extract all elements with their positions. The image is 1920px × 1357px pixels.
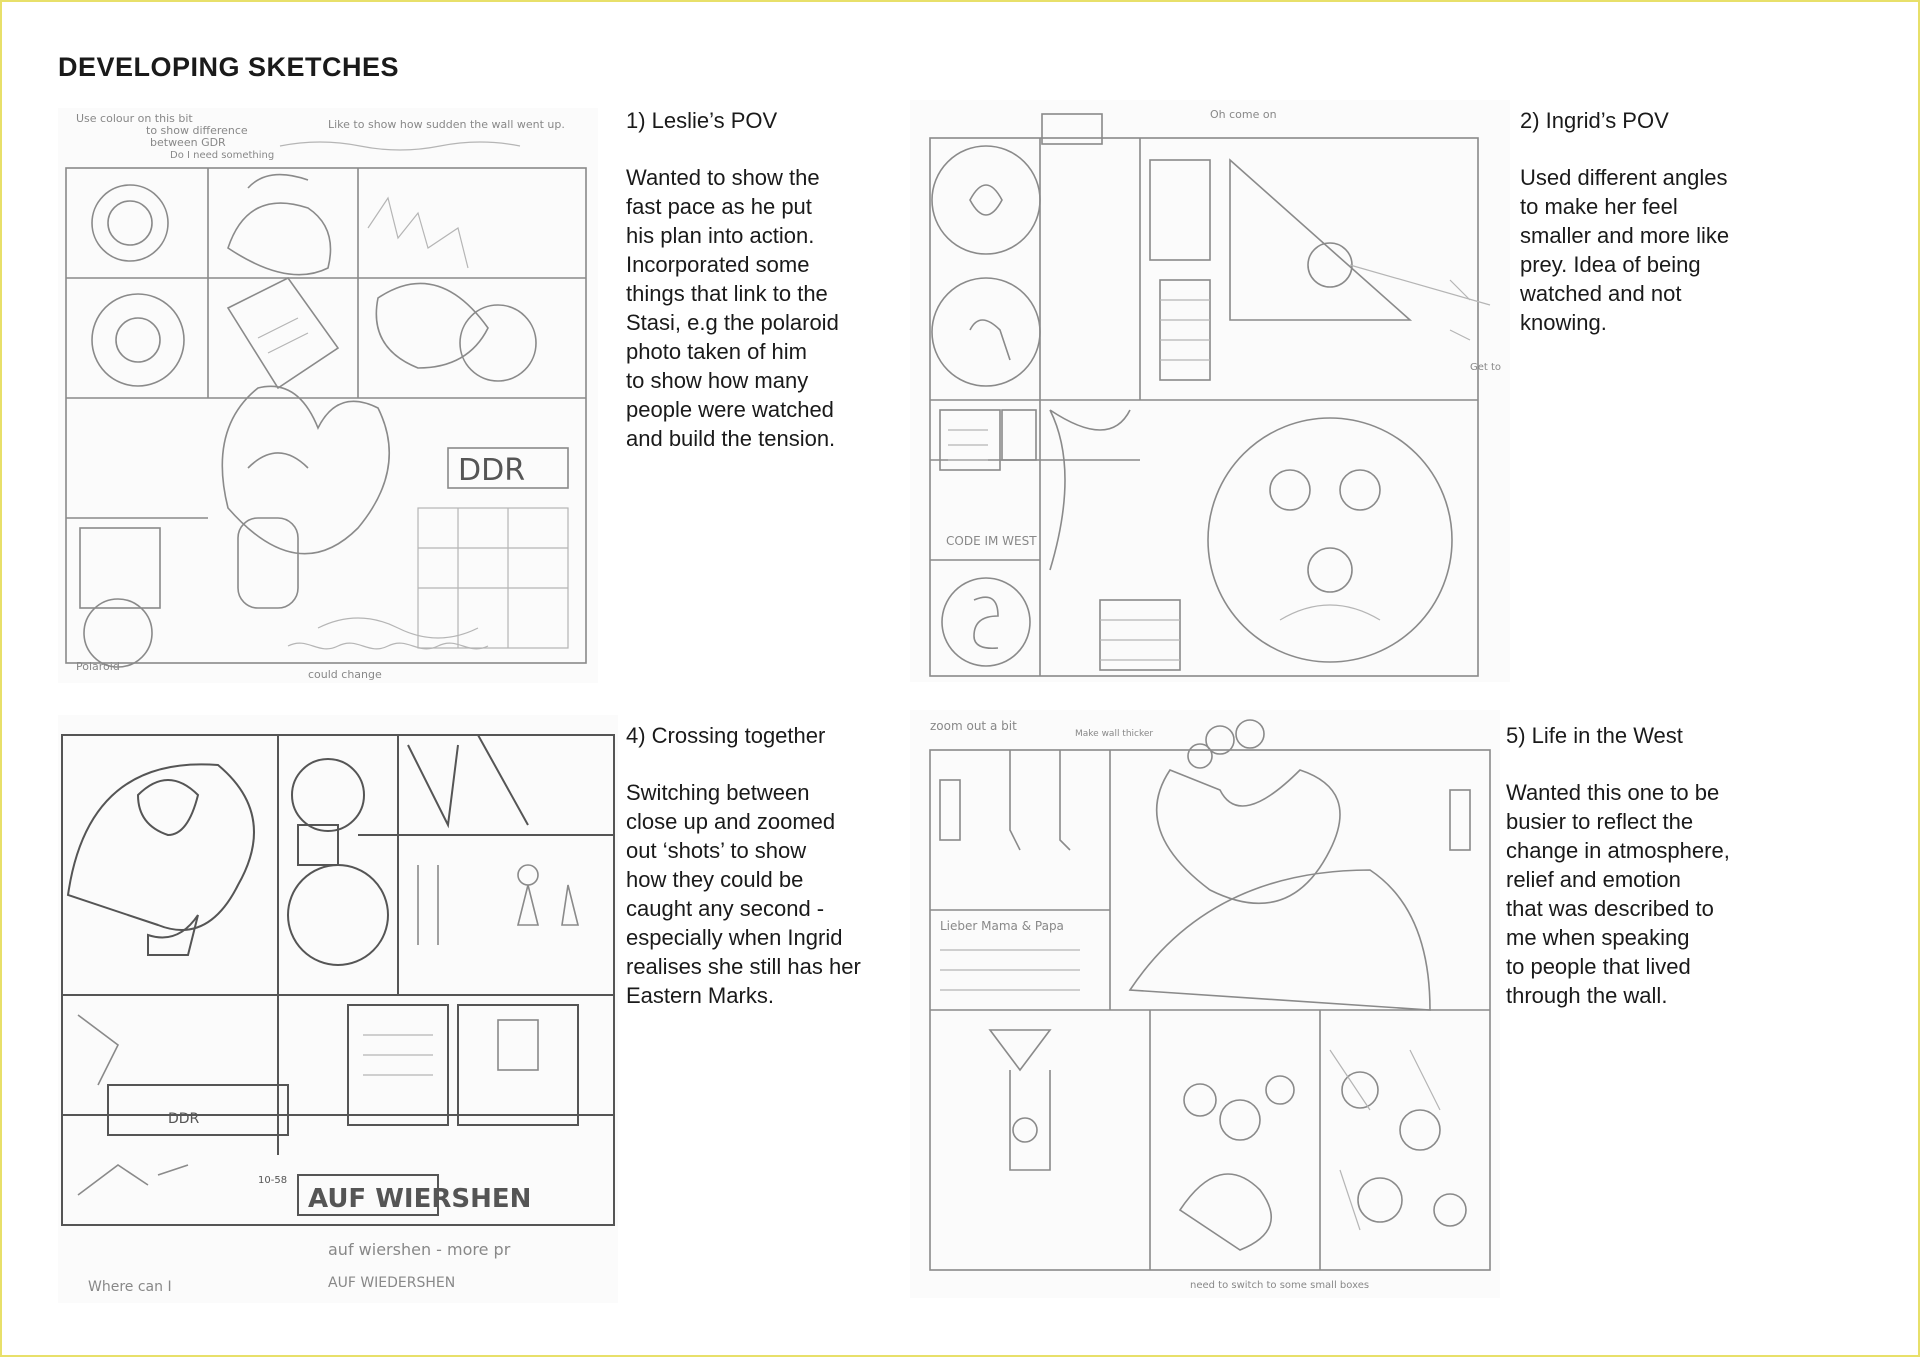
sketch-note: need to switch to some small boxes (1190, 1280, 1370, 1291)
sketch-note: zoom out a bit (930, 719, 1017, 733)
sketch-note: to show difference (146, 124, 248, 137)
sketch-note: Do I need something (170, 150, 275, 161)
caption-heading: 4) Crossing together (626, 723, 826, 748)
sketch-note: 10-58 (258, 1175, 288, 1186)
sketch-note: between GDR (150, 136, 226, 149)
sketch-ingrids-pov-drawing (910, 100, 1510, 682)
caption-crossing-together (626, 721, 906, 1010)
sketch-crossing-together (58, 715, 618, 1303)
sketch-note: Use colour on this bit (76, 112, 193, 125)
caption-heading: 5) Life in the West (1506, 723, 1683, 748)
caption-ingrids-pov (1520, 106, 1800, 337)
caption-heading: 1) Leslie’s POV (626, 108, 778, 133)
caption-body: Wanted to show the fast pace as he put his plan into action. Incorporated some things that link to the Stasi, e.g the polaroid photo taken of him to show how many people were watched and build the tension. (626, 165, 839, 451)
sketch-note: Lieber Mama & Papa (940, 919, 1064, 933)
sketch-life-in-the-west-drawing (910, 710, 1500, 1298)
page-title: DEVELOPING SKETCHES (58, 52, 400, 82)
caption-body: Used different angles to make her feel smaller and more like prey. Idea of being watched and not knowing. (1520, 165, 1730, 335)
sketch-note: could change (308, 668, 382, 681)
sketch-note: Where can I (88, 1279, 172, 1295)
sketch-note: DDR (168, 1111, 200, 1127)
sketch-note: Polaroid (76, 660, 120, 673)
sketch-crossing-together-drawing (58, 715, 618, 1303)
sketch-note: CODE IM WEST (946, 534, 1037, 548)
sketch-life-in-the-west (910, 710, 1500, 1298)
sketch-ingrids-pov (910, 100, 1510, 682)
sketch-note: AUF WIEDERSHEN (328, 1275, 456, 1291)
sketch-note: Get to (1470, 362, 1502, 373)
sketch-note: Like to show how sudden the wall went up. (328, 118, 565, 131)
sketch-note: auf wiershen - more pr (328, 1240, 511, 1259)
caption-heading: 2) Ingrid’s POV (1520, 108, 1669, 133)
caption-leslies-pov (626, 106, 906, 453)
sketch-note: DDR (458, 453, 526, 488)
sketch-note: Make wall thicker (1075, 729, 1154, 739)
sketch-leslies-pov (58, 108, 598, 683)
sketch-note: AUF WIERSHEN (308, 1184, 532, 1214)
sketch-note: Oh come on (1210, 108, 1277, 121)
caption-life-in-the-west (1506, 721, 1786, 1010)
caption-body: Wanted this one to be busier to reflect the change in atmosphere, relief and emotion that was described to me when speaking to people that lived through the wall. (1506, 780, 1730, 1008)
sketch-leslies-pov-drawing (58, 108, 598, 683)
caption-body: Switching between close up and zoomed out ‘shots’ to show how they could be caught any second - especially when Ingrid realises she still has her Eastern Marks. (626, 780, 861, 1008)
